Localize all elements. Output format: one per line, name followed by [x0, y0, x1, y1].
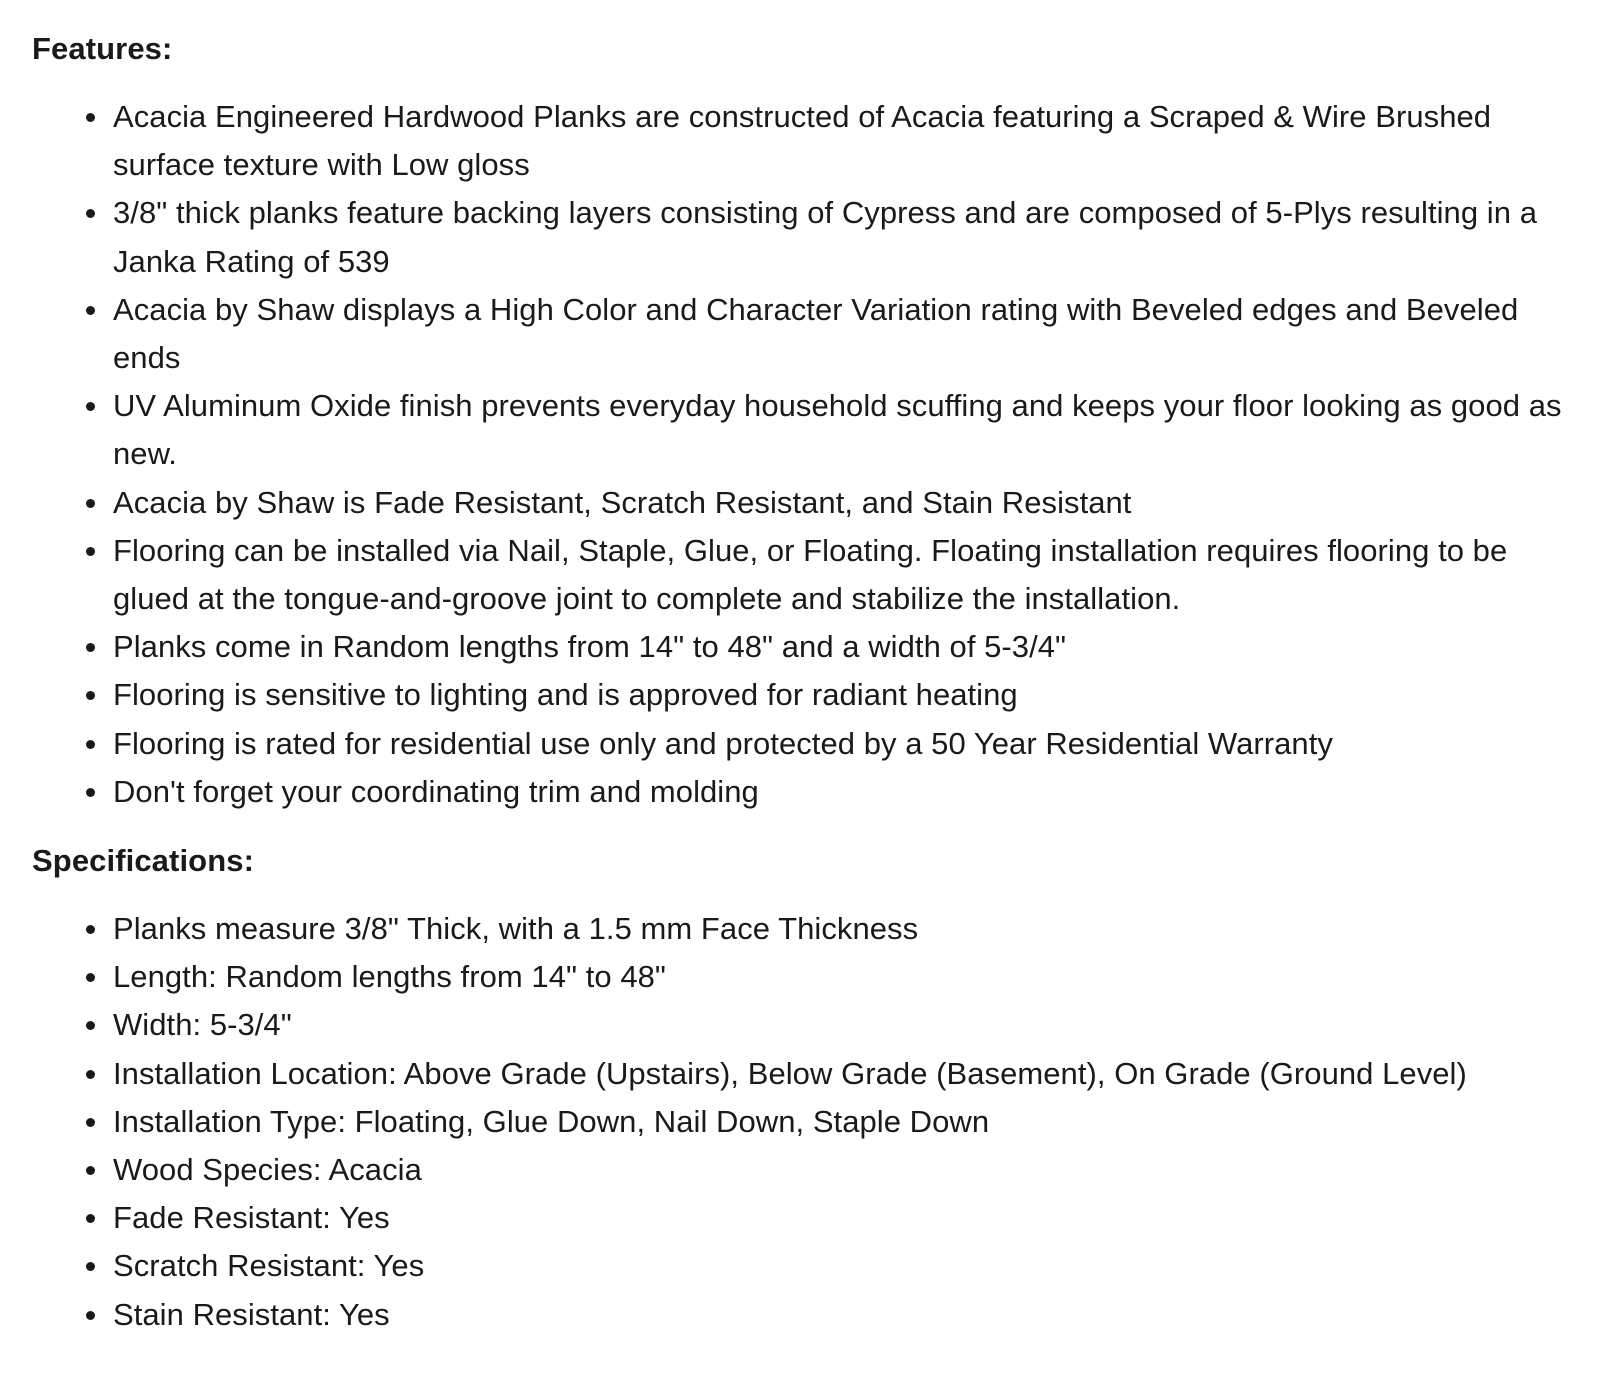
bullet-icon: [86, 306, 95, 315]
list-item-text: Installation Type: Floating, Glue Down, Nail Down, Staple Down: [113, 1103, 990, 1139]
list-item-text: Planks come in Random lengths from 14" to 48" and a width of 5-3/4": [113, 629, 1067, 665]
list-item: [32, 1194, 1584, 1242]
bullet-icon: [86, 113, 95, 122]
bullet-icon: [86, 740, 95, 749]
bullet-icon: [86, 402, 95, 411]
list-item-text: Flooring can be installed via Nail, Staple, Glue, or Floating. Floating installation requires flooring to be glued at the tongue-and-groove joint to complete and stabilize the installation.: [113, 532, 1508, 617]
bullet-icon: [86, 209, 95, 218]
list-item: [32, 527, 1584, 623]
bullet-icon: [86, 1166, 95, 1175]
bullet-icon: [86, 1262, 95, 1271]
list-item-text: Acacia Engineered Hardwood Planks are constructed of Acacia featuring a Scraped & Wire Brushed surface texture with Low gloss: [113, 99, 1492, 183]
list-item: [32, 623, 1584, 671]
list-item: [32, 1050, 1584, 1098]
list-item-text: Wood Species: Acacia: [113, 1152, 422, 1188]
list-item: [32, 382, 1584, 478]
bullet-icon: [86, 925, 95, 934]
list-item-text: UV Aluminum Oxide finish prevents everyday household scuffing and keeps your floor looking as good as new.: [113, 388, 1562, 472]
specifications-heading: Specifications:: [32, 843, 254, 879]
bullet-icon: [86, 547, 95, 556]
list-item-text: Acacia by Shaw displays a High Color and Character Variation rating with Beveled edges and Beveled ends: [113, 291, 1519, 376]
list-item-text: Flooring is sensitive to lighting and is approved for radiant heating: [113, 677, 1018, 713]
list-item-text: Width: 5-3/4": [113, 1007, 292, 1043]
bullet-icon: [86, 1118, 95, 1127]
list-item: [32, 768, 1584, 816]
list-item: [32, 286, 1584, 382]
bullet-icon: [86, 973, 95, 982]
list-item-text: 3/8" thick planks feature backing layers consisting of Cypress and are composed of 5-Plys resulting in a Janka Rating of 539: [113, 195, 1537, 279]
list-item-text: Fade Resistant: Yes: [113, 1200, 390, 1236]
bullet-icon: [86, 643, 95, 652]
list-item: [32, 720, 1584, 768]
list-item-text: Acacia by Shaw is Fade Resistant, Scratch Resistant, and Stain Resistant: [113, 484, 1132, 520]
list-item: [32, 953, 1584, 1001]
list-item: [32, 1291, 1584, 1339]
list-item: [32, 1001, 1584, 1049]
list-item: [32, 189, 1584, 285]
list-item-text: Flooring is rated for residential use only and protected by a 50 Year Residential Warranty: [113, 725, 1333, 761]
list-item: [32, 1242, 1584, 1290]
list-item-text: Don't forget your coordinating trim and molding: [113, 773, 759, 809]
bullet-icon: [86, 788, 95, 797]
list-item-text: Length: Random lengths from 14" to 48": [113, 959, 666, 995]
list-item-text: Planks measure 3/8" Thick, with a 1.5 mm Face Thickness: [113, 911, 919, 947]
list-item: [32, 93, 1584, 189]
list-item-text: Stain Resistant: Yes: [113, 1296, 390, 1332]
bullet-icon: [86, 1021, 95, 1030]
specifications-list: [32, 905, 1584, 1339]
list-item: [32, 1146, 1584, 1194]
bullet-icon: [86, 1311, 95, 1320]
list-item: [32, 671, 1584, 719]
list-item: [32, 1098, 1584, 1146]
list-item: [32, 905, 1584, 953]
bullet-icon: [86, 499, 95, 508]
list-item-text: Installation Location: Above Grade (Upstairs), Below Grade (Basement), On Grade (Ground Level): [113, 1055, 1467, 1091]
features-heading: Features:: [32, 31, 173, 66]
bullet-icon: [86, 1214, 95, 1223]
bullet-icon: [86, 1070, 95, 1079]
bullet-icon: [86, 691, 95, 700]
list-item-text: Scratch Resistant: Yes: [113, 1248, 425, 1284]
features-list: [32, 93, 1584, 816]
list-item: [32, 479, 1584, 527]
